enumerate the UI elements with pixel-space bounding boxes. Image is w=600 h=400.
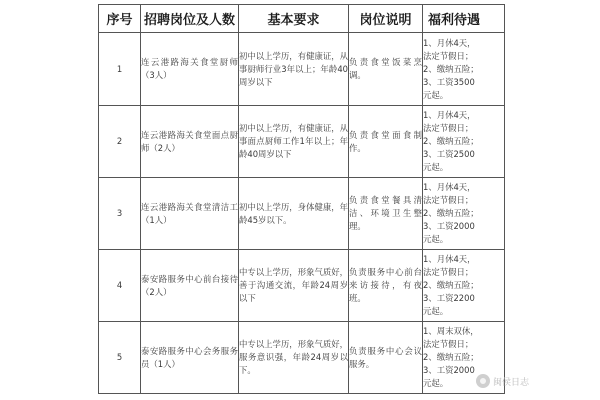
header-welfare: 福利待遇 xyxy=(423,5,505,33)
row-position: 泰安路服务中心会务服务员（1人） xyxy=(141,322,239,394)
welfare-line: 1、周末双休， xyxy=(423,326,479,336)
welfare-line: 法定节假日； xyxy=(423,339,474,349)
row-description: 负责食堂餐具清洁、环境卫生整理。 xyxy=(349,178,423,250)
row-welfare xyxy=(423,106,505,178)
row-requirement: 中专以上学历，形象气质好，善于沟通交流，年龄24周岁以下 xyxy=(239,250,349,322)
row-description: 负责服务中心会议服务。 xyxy=(349,322,423,394)
watermark-text: 闽侯日志 xyxy=(493,377,530,388)
row-number: 5 xyxy=(99,322,141,394)
row-requirement: 初中以上学历，身体健康，年龄45岁以下。 xyxy=(239,178,349,250)
row-position: 连云港路海关食堂面点厨师（2人） xyxy=(141,106,239,178)
welfare-line: 元起。 xyxy=(423,234,449,244)
row-description: 负责服务中心前台来访接待，有夜班。 xyxy=(349,250,423,322)
welfare-line: 法定节假日； xyxy=(423,123,474,133)
table-header-row xyxy=(99,5,505,33)
welfare-line: 法定节假日； xyxy=(423,195,474,205)
header-number: 序号 xyxy=(99,5,141,33)
welfare-line: 元起。 xyxy=(423,89,449,100)
welfare-line: 3、工资3500 xyxy=(423,76,475,87)
row-number: 1 xyxy=(99,33,141,106)
welfare-line: 2、缴纳五险； xyxy=(423,352,479,362)
welfare-line: 2、缴纳五险； xyxy=(423,208,479,218)
table-row xyxy=(99,322,505,394)
row-position: 连云港路海关食堂清洁工（1人） xyxy=(141,178,239,250)
row-description: 负责食堂饭菜烹调。 xyxy=(349,33,423,106)
welfare-line: 1、月休4天， xyxy=(423,254,476,264)
row-requirement: 中专以上学历，形象气质好，服务意识强，年龄24周岁以下。 xyxy=(239,322,349,394)
welfare-line: 元起。 xyxy=(423,162,449,172)
row-welfare xyxy=(423,33,505,106)
row-position: 泰安路服务中心前台接待（2人） xyxy=(141,250,239,322)
watermark-logo-icon xyxy=(476,374,490,388)
welfare-line: 3、工资2500 xyxy=(423,149,475,159)
welfare-line: 3、工资2200 xyxy=(423,293,475,303)
welfare-line: 2、缴纳五险； xyxy=(423,136,479,146)
welfare-line: 法定节假日； xyxy=(423,267,474,277)
welfare-line: 元起。 xyxy=(423,378,449,388)
table-row xyxy=(99,106,505,178)
recruitment-table xyxy=(98,4,505,394)
welfare-line: 1、月休4天， xyxy=(423,110,476,120)
welfare-line: 2、缴纳五险； xyxy=(423,63,479,74)
welfare-line: 法定节假日； xyxy=(423,50,474,61)
table-row xyxy=(99,250,505,322)
welfare-line: 1、月休4天， xyxy=(423,182,476,192)
table-row xyxy=(99,33,505,106)
row-number: 4 xyxy=(99,250,141,322)
welfare-line: 元起。 xyxy=(423,306,449,316)
row-description: 负责食堂面食制作。 xyxy=(349,106,423,178)
watermark xyxy=(476,374,529,388)
table-row xyxy=(99,178,505,250)
row-number: 2 xyxy=(99,106,141,178)
header-description: 岗位说明 xyxy=(349,5,423,33)
row-welfare xyxy=(423,250,505,322)
row-requirement: 初中以上学历，有健康证，从事厨师行业3年以上；年龄40周岁以下 xyxy=(239,33,349,106)
welfare-line: 3、工资2000 xyxy=(423,365,475,375)
row-position: 连云港路海关食堂厨师（3人） xyxy=(141,33,239,106)
welfare-line: 3、工资2000 xyxy=(423,221,475,231)
welfare-line: 1、月休4天， xyxy=(423,37,476,48)
header-requirement: 基本要求 xyxy=(239,5,349,33)
row-number: 3 xyxy=(99,178,141,250)
header-position: 招聘岗位及人数 xyxy=(141,5,239,33)
row-requirement: 初中以上学历，有健康证，从事面点厨师工作1年以上；年龄40周岁以下 xyxy=(239,106,349,178)
row-welfare xyxy=(423,178,505,250)
welfare-line: 2、缴纳五险； xyxy=(423,280,479,290)
